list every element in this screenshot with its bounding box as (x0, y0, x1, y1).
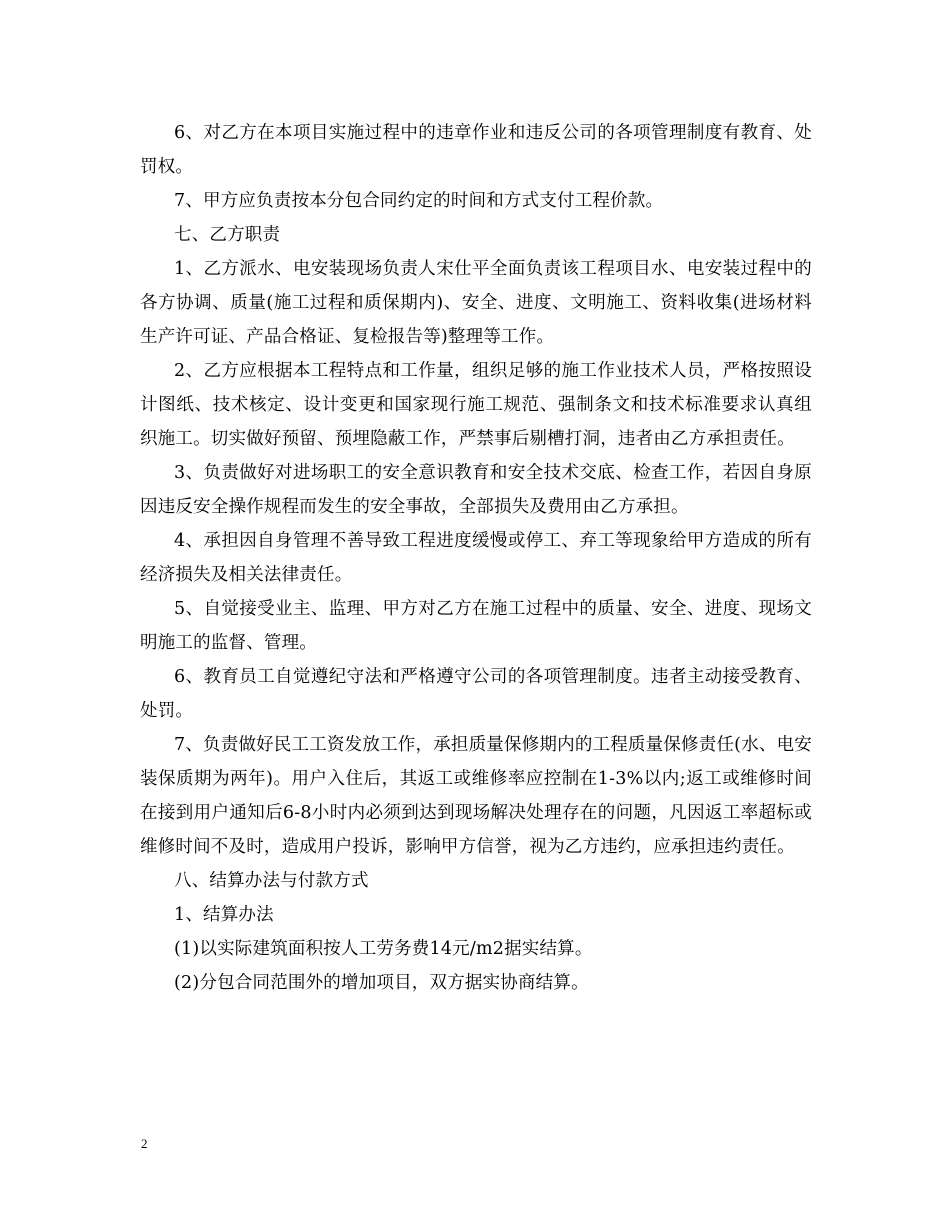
paragraph-settlement-item-2: (2)分包合同范围外的增加项目，双方据实协商结算。 (174, 973, 589, 993)
paragraph-party-b-item-1: 1、乙方派水、电安装现场负责人宋仕平全面负责该工程项目水、电安装过程中的各方协调、质量(施工过程和质保期内)、安全、进度、文明施工、资料收集(进场材料生产许可证、产品合格证、复检报告等)整理等工作。 (140, 259, 812, 347)
paragraph-party-b-item-7: 7、负责做好民工工资发放工作，承担质量保修期内的工程质量保修责任(水、电安装保质期为两年)。用户入住后，其返工或维修率应控制在1-3%以内;返工或维修时间在接到用户通知后6-8小时内必须到达到现场解决处理存在的问题，凡因返工率超标或维修时间不及时，造成用户投诉，影响甲方信誉，视为乙方违约，应承担违约责任。 (140, 735, 812, 857)
subheading-settlement-method: 1、结算办法 (174, 905, 274, 925)
document-body (140, 116, 812, 1000)
paragraph-party-a-item-7: 7、甲方应负责按本分包合同约定的时间和方式支付工程价款。 (174, 191, 664, 211)
paragraph-party-a-item-6: 6、对乙方在本项目实施过程中的违章作业和违反公司的各项管理制度有教育、处罚权。 (140, 123, 812, 177)
section-heading-settlement-payment: 八、结算办法与付款方式 (174, 871, 369, 891)
paragraph-party-b-item-4: 4、承担因自身管理不善导致工程进度缓慢或停工、弃工等现象给甲方造成的所有经济损失及相关法律责任。 (140, 531, 812, 585)
paragraph-settlement-item-1: (1)以实际建筑面积按人工劳务费14元/m2据实结算。 (174, 939, 593, 959)
paragraph-party-b-item-6: 6、教育员工自觉遵纪守法和严格遵守公司的各项管理制度。违者主动接受教育、处罚。 (140, 667, 812, 721)
paragraph-party-b-item-3: 3、负责做好对进场职工的安全意识教育和安全技术交底、检查工作，若因自身原因违反安全操作规程而发生的安全事故，全部损失及费用由乙方承担。 (140, 463, 812, 517)
paragraph-party-b-item-2: 2、乙方应根据本工程特点和工作量，组织足够的施工作业技术人员，严格按照设计图纸、技术核定、设计变更和国家现行施工规范、强制条文和技术标准要求认真组织施工。切实做好预留、预埋隐蔽工作，严禁事后剔槽打洞，违者由乙方承担责任。 (140, 361, 812, 449)
page-number: 2 (141, 1136, 148, 1151)
paragraph-party-b-item-5: 5、自觉接受业主、监理、甲方对乙方在施工过程中的质量、安全、进度、现场文明施工的监督、管理。 (140, 599, 812, 653)
section-heading-party-b-duties: 七、乙方职责 (174, 225, 281, 245)
